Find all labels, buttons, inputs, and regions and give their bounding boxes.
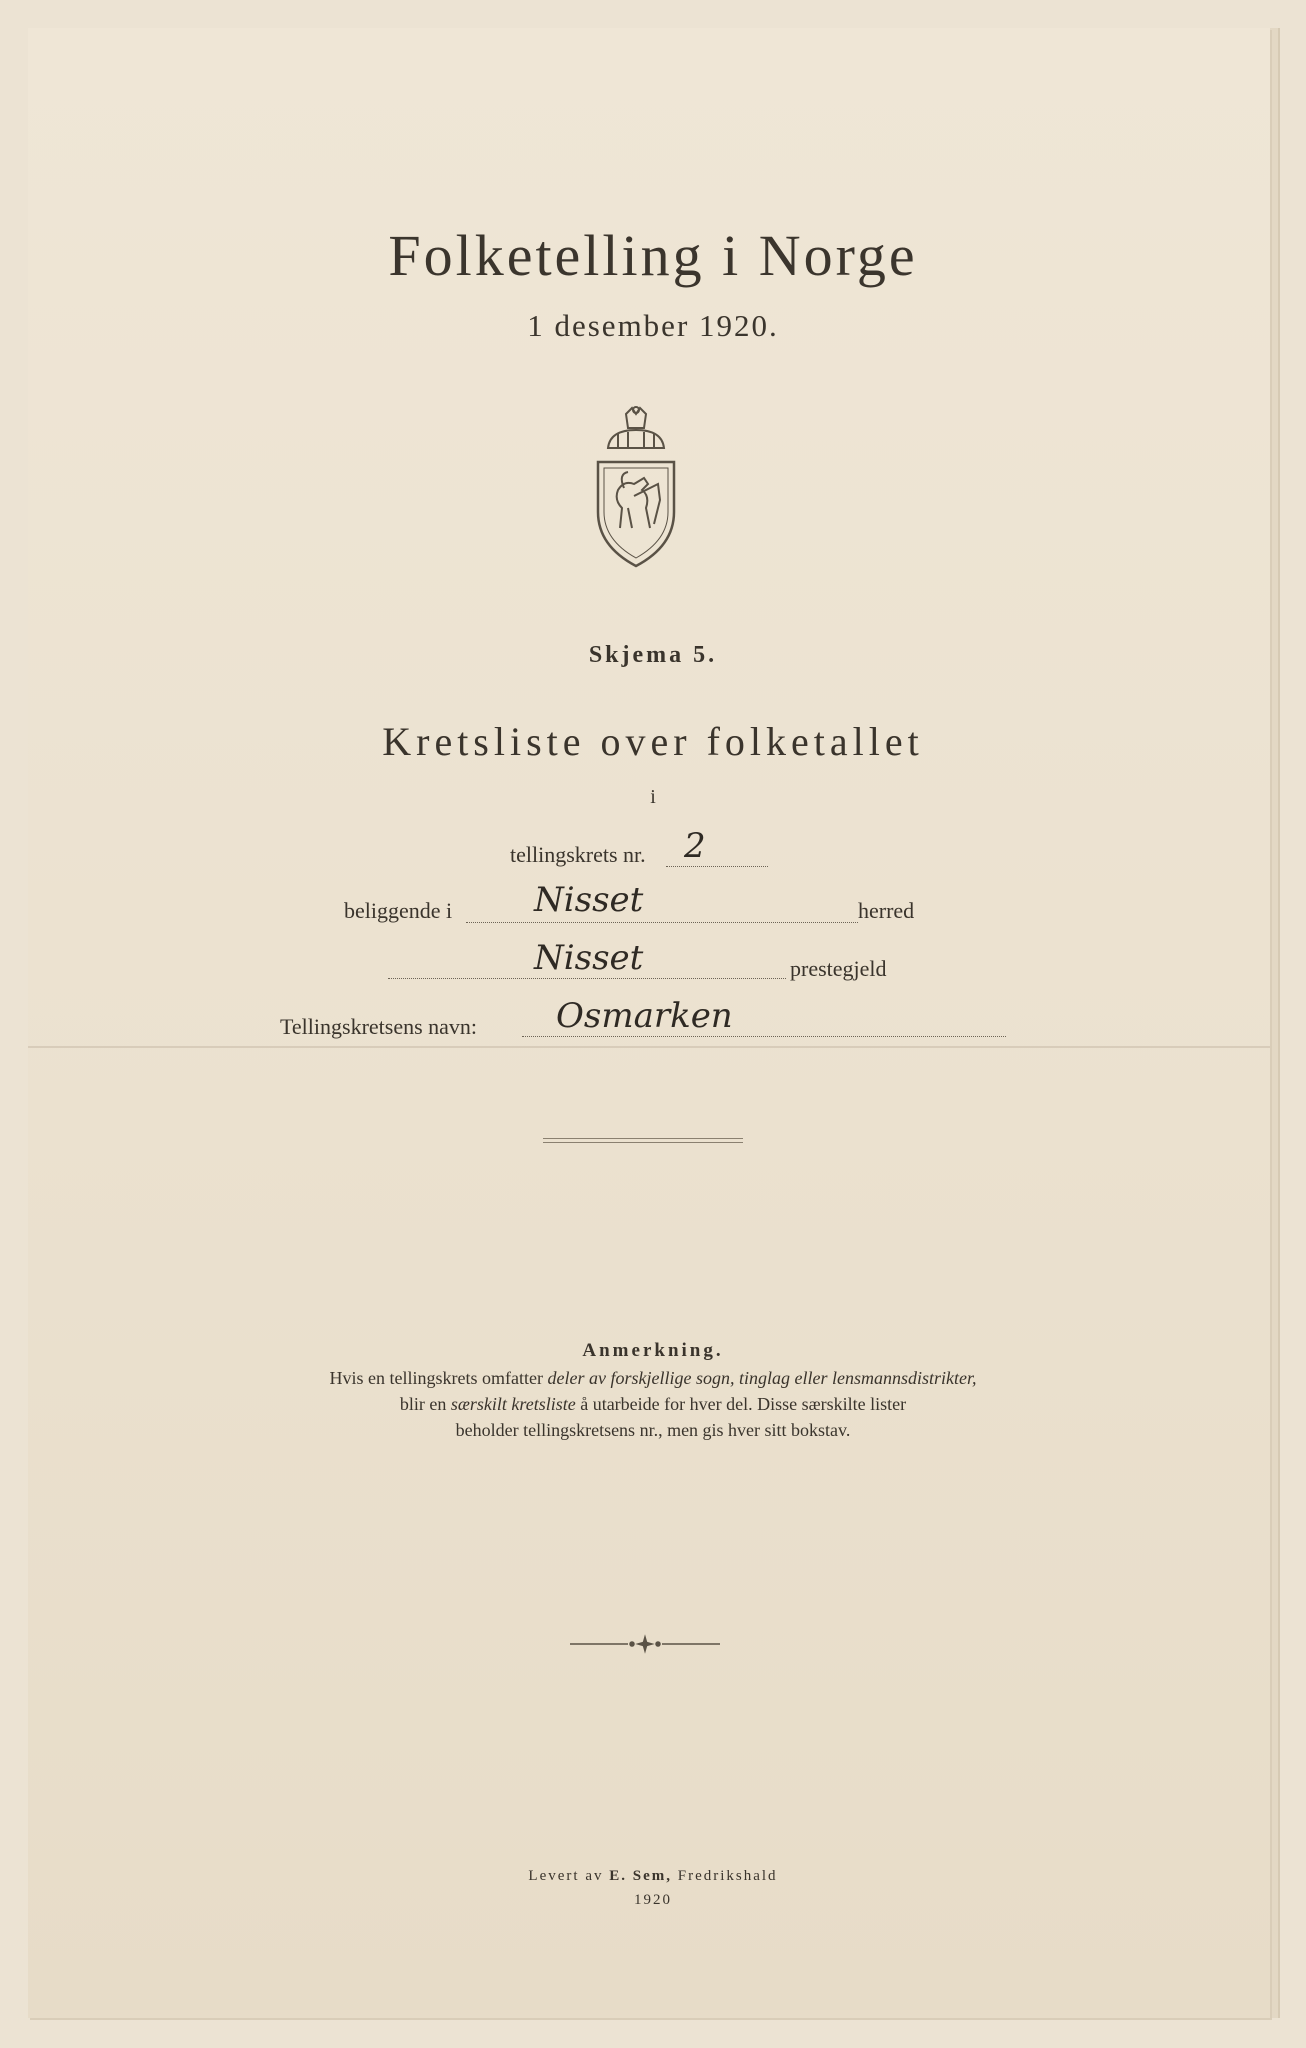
municipality-value: Nisset: [534, 880, 644, 920]
norwegian-coat-of-arms-icon: [588, 404, 684, 572]
connector-word: i: [650, 786, 656, 808]
printer-name: E. Sem,: [609, 1868, 672, 1884]
page-title: Folketelling i Norge: [388, 223, 918, 288]
district-number-value: 2: [684, 826, 706, 866]
herred-label: herred: [858, 898, 915, 923]
note-line-2-italic: særskilt kretsliste: [450, 1394, 576, 1414]
section-divider-top: [543, 1138, 743, 1139]
note-line-1-text: Hvis en tellingskrets omfatter: [329, 1368, 548, 1388]
printer-place: Fredrikshald: [671, 1868, 778, 1884]
printer-year: 1920: [634, 1892, 672, 1908]
section-divider-bottom: [543, 1142, 743, 1143]
ornament-divider-icon: [570, 1634, 720, 1654]
note-line-3: beholder tellingskretsens nr., men gis hver sitt bokstav.: [455, 1420, 851, 1440]
municipality-label: beliggende i: [344, 898, 453, 923]
note-line-2-text-b: å utarbeide for hver del. Disse særskilte lister: [575, 1394, 907, 1414]
parish-value: Nisset: [534, 938, 644, 978]
census-date: 1 desember 1920.: [527, 308, 779, 343]
form-heading: Kretsliste over folketallet: [382, 719, 924, 764]
paper-fold: [28, 1046, 1270, 1048]
district-name-label: Tellingskretsens navn:: [280, 1014, 478, 1039]
district-name-line: [522, 1036, 1006, 1037]
note-line-2: [0, 1391, 1306, 1417]
note-line-1: [0, 1365, 1306, 1391]
note-line-1-italic: deler av forskjellige sogn, tinglag eller lensmannsdistrikter,: [547, 1368, 977, 1388]
district-number-label: tellingskrets nr.: [510, 842, 646, 867]
district-name-value: Osmarken: [556, 996, 733, 1036]
printer-credit: [0, 1868, 1306, 1885]
parish-label: prestegjeld: [790, 956, 887, 981]
printer-prefix: Levert av: [528, 1868, 610, 1884]
parish-line: [388, 978, 786, 979]
note-line-2-text-a: blir en: [399, 1394, 451, 1414]
schema-number: Skjema 5.: [588, 642, 718, 668]
note-title: Anmerkning.: [582, 1340, 724, 1361]
municipality-line: [466, 922, 858, 923]
district-number-line: [666, 866, 768, 867]
